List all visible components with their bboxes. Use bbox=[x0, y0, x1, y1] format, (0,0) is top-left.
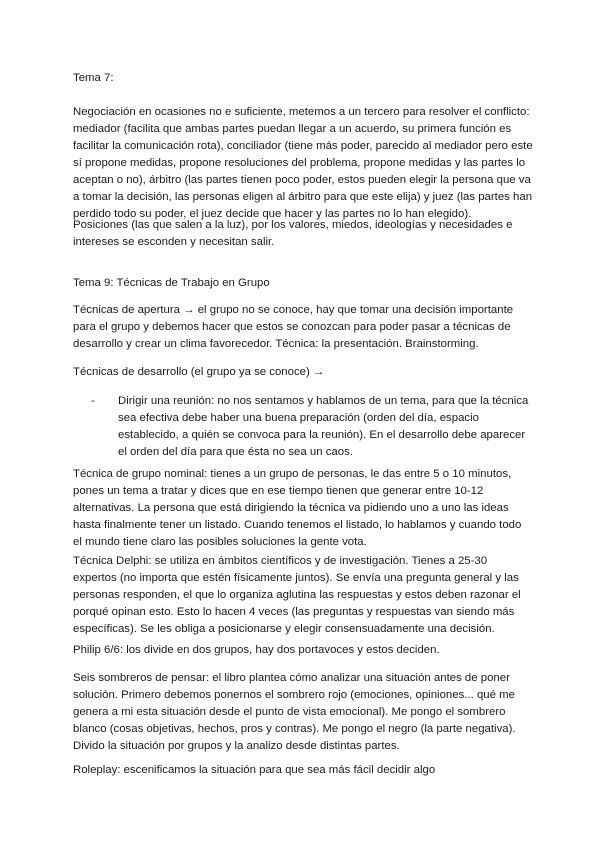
tema7-paragraph-2: Posiciones (las que salen a la luz), por los valores, miedos, ideologías y necesidades e intereses se esconden y necesitan salir. bbox=[73, 219, 513, 248]
tema9-paragraph-philip: Philip 6/6: los divide en dos grupos, hay dos portavoces y estos deciden. bbox=[73, 644, 440, 656]
tema9-paragraph-roleplay: Roleplay: escenificamos la situación para que sea más fácil decidir algo bbox=[73, 764, 436, 776]
tema9-paragraph-delphi: Técnica Delphi: se utiliza en ámbitos científicos y de investigación. Tienes a 25-30 expertos (no importa que estén físicamente juntos). Se envía una pregunta general y las personas responden, el que lo organiza aglutina las respuestas y estos deben razonar el porqué opinan esto. Esto lo hacen 4 veces (las preguntas y respuestas van siendo más específicas). Se les obliga a posicionarse y elegir consensuadamente una decisión. bbox=[73, 555, 521, 635]
tema9-paragraph-apertura: Técnicas de apertura → el grupo no se conoce, hay que tomar una decisión importante para el grupo y debemos hacer que estos se conozcan para poder pasar a técnicas de desarrollo y crear un clima favorecedor. Técnica: la presentación. Brainstorming. bbox=[73, 304, 514, 350]
tema7-paragraph-1: Negociación en ocasiones no e suficiente, metemos a un tercero para resolver el conflicto: mediador (facilita que ambas partes puedan llegar a un acuerdo, su primera función es facilitar la comunicación rota), conciliador (tiene más poder, parecido al mediador pero este sí propone medidas, propone resoluciones del problema, propone medidas y las partes lo aceptan o no), árbitro (las partes tienen poco poder, estos pueden elegir la persona que va a tomar la decisión, las personas eligen al árbitro para que este elija) y juez (las partes han perdido todo su poder, el juez decide que hacer y las partes no lo han elegido). bbox=[73, 106, 533, 220]
tema9-heading: Tema 9: Técnicas de Trabajo en Grupo bbox=[73, 277, 270, 289]
list-item-text: Dirigir una reunión: no nos sentamos y hablamos de un tema, para que la técnica sea efectiva debe haber una buena preparación (orden del día, espacio establecido, a quién se convoca para la reunión). En el desarrollo debe aparecer el orden del día para que ésta no sea un caos. bbox=[118, 395, 529, 458]
list-item bbox=[73, 393, 533, 461]
tema9-paragraph-nominal: Técnica de grupo nominal: tienes a un grupo de personas, le das entre 5 o 10 minutos, pones un tema a tratar y dices que en ese tiempo tienen que generar entre 10-12 alternativas. La persona que está dirigiendo la técnica va pidiendo uno a uno las ideas hasta finalmente tener un listado. Cuando tenemos el listado, lo hablamos y cuando todo el mundo tiene claro las posibles soluciones la gente vota. bbox=[73, 468, 522, 548]
bullet-dash: - bbox=[91, 395, 95, 407]
tema9-paragraph-sombreros: Seis sombreros de pensar: el libro plantea cómo analizar una situación antes de poner solución. Primero debemos ponernos el sombrero rojo (emociones, opiniones... qué me genera a mi esta situación desde el punto de vista emocional). Me pongo el sombrero blanco (cosas objetivas, hechos, pros y contras). Me pongo el negro (la parte negativa). Divido la situación por grupos y la analizo desde distintas partes. bbox=[73, 672, 516, 752]
tema9-paragraph-desarrollo: Técnicas de desarrollo (el grupo ya se conoce) → bbox=[73, 366, 325, 378]
tema7-heading: Tema 7: bbox=[73, 72, 114, 84]
